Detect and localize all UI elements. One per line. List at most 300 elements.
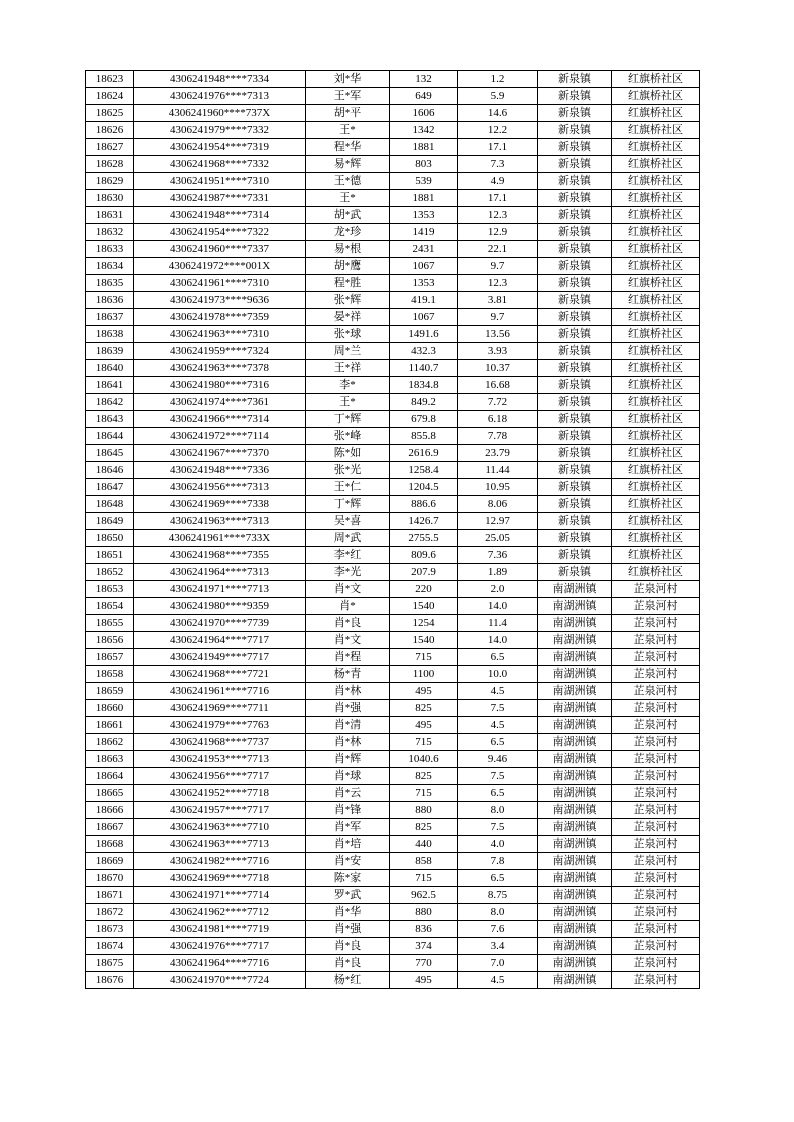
cell-town: 南湖洲镇	[538, 666, 612, 683]
cell-rate: 7.6	[458, 921, 538, 938]
cell-id-number: 4306241957****7717	[134, 802, 306, 819]
cell-id-number: 4306241954****7319	[134, 139, 306, 156]
cell-name: 丁*辉	[306, 411, 390, 428]
cell-rate: 4.5	[458, 683, 538, 700]
cell-town: 新泉镇	[538, 207, 612, 224]
cell-name: 肖*培	[306, 836, 390, 853]
subsidy-table-body	[86, 71, 700, 989]
cell-amount: 880	[390, 802, 458, 819]
cell-rate: 4.9	[458, 173, 538, 190]
cell-name: 吴*喜	[306, 513, 390, 530]
cell-village: 红旗桥社区	[612, 173, 700, 190]
cell-name: 晏*祥	[306, 309, 390, 326]
cell-amount: 770	[390, 955, 458, 972]
cell-town: 新泉镇	[538, 377, 612, 394]
table-row	[86, 547, 700, 564]
cell-town: 南湖洲镇	[538, 802, 612, 819]
cell-town: 新泉镇	[538, 190, 612, 207]
cell-index: 18659	[86, 683, 134, 700]
cell-id-number: 4306241964****7717	[134, 632, 306, 649]
cell-amount: 1067	[390, 258, 458, 275]
cell-amount: 1881	[390, 190, 458, 207]
cell-rate: 4.0	[458, 836, 538, 853]
cell-id-number: 4306241974****7361	[134, 394, 306, 411]
cell-index: 18630	[86, 190, 134, 207]
cell-index: 18665	[86, 785, 134, 802]
cell-town: 新泉镇	[538, 564, 612, 581]
cell-rate: 8.75	[458, 887, 538, 904]
cell-village: 红旗桥社区	[612, 224, 700, 241]
cell-rate: 12.2	[458, 122, 538, 139]
cell-index: 18670	[86, 870, 134, 887]
cell-town: 南湖洲镇	[538, 972, 612, 989]
table-row	[86, 360, 700, 377]
cell-town: 新泉镇	[538, 122, 612, 139]
cell-village: 芷泉河村	[612, 785, 700, 802]
table-row	[86, 972, 700, 989]
cell-index: 18623	[86, 71, 134, 88]
cell-village: 芷泉河村	[612, 802, 700, 819]
cell-amount: 679.8	[390, 411, 458, 428]
cell-name: 肖*辉	[306, 751, 390, 768]
cell-amount: 374	[390, 938, 458, 955]
cell-name: 李*	[306, 377, 390, 394]
table-row	[86, 190, 700, 207]
cell-amount: 880	[390, 904, 458, 921]
cell-name: 张*辉	[306, 292, 390, 309]
cell-village: 红旗桥社区	[612, 530, 700, 547]
cell-index: 18656	[86, 632, 134, 649]
cell-rate: 17.1	[458, 139, 538, 156]
cell-amount: 419.1	[390, 292, 458, 309]
cell-amount: 715	[390, 785, 458, 802]
cell-town: 南湖洲镇	[538, 581, 612, 598]
table-row	[86, 955, 700, 972]
cell-id-number: 4306241968****7332	[134, 156, 306, 173]
cell-id-number: 4306241961****7310	[134, 275, 306, 292]
cell-index: 18631	[86, 207, 134, 224]
table-row	[86, 564, 700, 581]
cell-rate: 12.97	[458, 513, 538, 530]
cell-town: 南湖洲镇	[538, 683, 612, 700]
table-row	[86, 88, 700, 105]
cell-amount: 132	[390, 71, 458, 88]
cell-town: 新泉镇	[538, 258, 612, 275]
table-row	[86, 445, 700, 462]
cell-index: 18649	[86, 513, 134, 530]
cell-village: 红旗桥社区	[612, 428, 700, 445]
cell-id-number: 4306241963****7313	[134, 513, 306, 530]
cell-id-number: 4306241969****7711	[134, 700, 306, 717]
cell-rate: 3.93	[458, 343, 538, 360]
cell-rate: 6.5	[458, 785, 538, 802]
cell-name: 陈*如	[306, 445, 390, 462]
cell-name: 王*仁	[306, 479, 390, 496]
cell-village: 芷泉河村	[612, 615, 700, 632]
cell-rate: 6.5	[458, 649, 538, 666]
cell-name: 王*祥	[306, 360, 390, 377]
cell-amount: 858	[390, 853, 458, 870]
cell-village: 芷泉河村	[612, 683, 700, 700]
cell-id-number: 4306241980****9359	[134, 598, 306, 615]
cell-id-number: 4306241972****7114	[134, 428, 306, 445]
cell-id-number: 4306241981****7719	[134, 921, 306, 938]
cell-village: 红旗桥社区	[612, 258, 700, 275]
cell-id-number: 4306241972****001X	[134, 258, 306, 275]
cell-rate: 12.9	[458, 224, 538, 241]
cell-village: 芷泉河村	[612, 955, 700, 972]
cell-town: 南湖洲镇	[538, 632, 612, 649]
cell-town: 南湖洲镇	[538, 615, 612, 632]
cell-village: 芷泉河村	[612, 581, 700, 598]
cell-village: 红旗桥社区	[612, 462, 700, 479]
cell-id-number: 4306241980****7316	[134, 377, 306, 394]
table-row	[86, 275, 700, 292]
cell-village: 芷泉河村	[612, 938, 700, 955]
cell-name: 易*辉	[306, 156, 390, 173]
cell-name: 肖*林	[306, 683, 390, 700]
subsidy-table	[85, 70, 700, 989]
cell-town: 新泉镇	[538, 105, 612, 122]
cell-index: 18629	[86, 173, 134, 190]
cell-id-number: 4306241973****9636	[134, 292, 306, 309]
cell-village: 芷泉河村	[612, 666, 700, 683]
cell-village: 红旗桥社区	[612, 377, 700, 394]
cell-rate: 13.56	[458, 326, 538, 343]
cell-village: 红旗桥社区	[612, 122, 700, 139]
cell-amount: 495	[390, 717, 458, 734]
cell-town: 南湖洲镇	[538, 700, 612, 717]
cell-index: 18651	[86, 547, 134, 564]
table-row	[86, 105, 700, 122]
table-row	[86, 462, 700, 479]
cell-rate: 14.0	[458, 598, 538, 615]
cell-village: 芷泉河村	[612, 717, 700, 734]
cell-village: 红旗桥社区	[612, 547, 700, 564]
cell-name: 王*军	[306, 88, 390, 105]
cell-index: 18643	[86, 411, 134, 428]
cell-amount: 1491.6	[390, 326, 458, 343]
cell-index: 18652	[86, 564, 134, 581]
table-row	[86, 938, 700, 955]
cell-rate: 7.5	[458, 700, 538, 717]
cell-index: 18624	[86, 88, 134, 105]
cell-id-number: 4306241968****7737	[134, 734, 306, 751]
cell-town: 新泉镇	[538, 156, 612, 173]
cell-village: 芷泉河村	[612, 632, 700, 649]
cell-id-number: 4306241960****7337	[134, 241, 306, 258]
cell-name: 肖*良	[306, 955, 390, 972]
cell-index: 18662	[86, 734, 134, 751]
cell-rate: 7.0	[458, 955, 538, 972]
cell-amount: 1353	[390, 207, 458, 224]
cell-name: 王*	[306, 122, 390, 139]
cell-amount: 649	[390, 88, 458, 105]
cell-village: 红旗桥社区	[612, 105, 700, 122]
table-row	[86, 139, 700, 156]
cell-id-number: 4306241961****7716	[134, 683, 306, 700]
cell-id-number: 4306241960****737X	[134, 105, 306, 122]
cell-town: 新泉镇	[538, 530, 612, 547]
cell-amount: 825	[390, 768, 458, 785]
cell-village: 红旗桥社区	[612, 156, 700, 173]
table-row	[86, 377, 700, 394]
cell-id-number: 4306241953****7713	[134, 751, 306, 768]
table-row	[86, 241, 700, 258]
cell-amount: 1606	[390, 105, 458, 122]
table-row	[86, 802, 700, 819]
cell-id-number: 4306241987****7331	[134, 190, 306, 207]
cell-town: 新泉镇	[538, 173, 612, 190]
table-row	[86, 666, 700, 683]
cell-index: 18640	[86, 360, 134, 377]
cell-village: 红旗桥社区	[612, 309, 700, 326]
cell-index: 18655	[86, 615, 134, 632]
cell-town: 南湖洲镇	[538, 598, 612, 615]
cell-index: 18628	[86, 156, 134, 173]
cell-rate: 3.81	[458, 292, 538, 309]
cell-rate: 8.06	[458, 496, 538, 513]
table-row	[86, 870, 700, 887]
cell-village: 红旗桥社区	[612, 207, 700, 224]
cell-rate: 10.0	[458, 666, 538, 683]
cell-rate: 5.9	[458, 88, 538, 105]
cell-amount: 1426.7	[390, 513, 458, 530]
cell-village: 红旗桥社区	[612, 292, 700, 309]
cell-name: 周*兰	[306, 343, 390, 360]
cell-town: 新泉镇	[538, 445, 612, 462]
cell-amount: 1254	[390, 615, 458, 632]
cell-name: 程*胜	[306, 275, 390, 292]
cell-amount: 495	[390, 683, 458, 700]
cell-name: 肖*文	[306, 632, 390, 649]
cell-village: 芷泉河村	[612, 921, 700, 938]
table-row	[86, 751, 700, 768]
cell-amount: 1834.8	[390, 377, 458, 394]
cell-id-number: 4306241962****7712	[134, 904, 306, 921]
cell-town: 南湖洲镇	[538, 836, 612, 853]
cell-amount: 1040.6	[390, 751, 458, 768]
cell-index: 18667	[86, 819, 134, 836]
cell-index: 18647	[86, 479, 134, 496]
cell-amount: 432.3	[390, 343, 458, 360]
cell-id-number: 4306241968****7721	[134, 666, 306, 683]
cell-amount: 1100	[390, 666, 458, 683]
cell-town: 南湖洲镇	[538, 955, 612, 972]
table-row	[86, 768, 700, 785]
cell-index: 18642	[86, 394, 134, 411]
cell-village: 红旗桥社区	[612, 343, 700, 360]
cell-index: 18664	[86, 768, 134, 785]
cell-rate: 12.3	[458, 207, 538, 224]
cell-town: 新泉镇	[538, 428, 612, 445]
cell-name: 肖*锋	[306, 802, 390, 819]
cell-village: 红旗桥社区	[612, 71, 700, 88]
table-row	[86, 530, 700, 547]
table-row	[86, 224, 700, 241]
cell-index: 18639	[86, 343, 134, 360]
cell-town: 新泉镇	[538, 496, 612, 513]
table-row	[86, 649, 700, 666]
table-row	[86, 683, 700, 700]
cell-index: 18654	[86, 598, 134, 615]
cell-index: 18671	[86, 887, 134, 904]
cell-town: 新泉镇	[538, 394, 612, 411]
cell-id-number: 4306241963****7378	[134, 360, 306, 377]
cell-index: 18633	[86, 241, 134, 258]
cell-rate: 3.4	[458, 938, 538, 955]
cell-id-number: 4306241976****7313	[134, 88, 306, 105]
cell-rate: 6.5	[458, 870, 538, 887]
cell-town: 南湖洲镇	[538, 819, 612, 836]
cell-village: 红旗桥社区	[612, 496, 700, 513]
cell-index: 18673	[86, 921, 134, 938]
cell-town: 新泉镇	[538, 411, 612, 428]
cell-amount: 440	[390, 836, 458, 853]
cell-rate: 7.5	[458, 819, 538, 836]
cell-village: 芷泉河村	[612, 836, 700, 853]
cell-town: 新泉镇	[538, 462, 612, 479]
cell-town: 新泉镇	[538, 275, 612, 292]
table-row	[86, 904, 700, 921]
table-row	[86, 411, 700, 428]
cell-amount: 2431	[390, 241, 458, 258]
cell-rate: 12.3	[458, 275, 538, 292]
cell-town: 南湖洲镇	[538, 717, 612, 734]
cell-rate: 10.95	[458, 479, 538, 496]
cell-index: 18669	[86, 853, 134, 870]
cell-index: 18625	[86, 105, 134, 122]
cell-index: 18660	[86, 700, 134, 717]
cell-amount: 1204.5	[390, 479, 458, 496]
table-row	[86, 122, 700, 139]
cell-name: 肖*华	[306, 904, 390, 921]
cell-amount: 495	[390, 972, 458, 989]
table-row	[86, 258, 700, 275]
cell-name: 肖*安	[306, 853, 390, 870]
cell-rate: 4.5	[458, 972, 538, 989]
cell-name: 王*	[306, 190, 390, 207]
cell-index: 18634	[86, 258, 134, 275]
table-row	[86, 632, 700, 649]
cell-village: 红旗桥社区	[612, 190, 700, 207]
cell-name: 肖*强	[306, 921, 390, 938]
table-row	[86, 309, 700, 326]
cell-amount: 220	[390, 581, 458, 598]
cell-rate: 9.7	[458, 309, 538, 326]
cell-rate: 7.8	[458, 853, 538, 870]
cell-rate: 9.7	[458, 258, 538, 275]
cell-index: 18668	[86, 836, 134, 853]
cell-amount: 825	[390, 700, 458, 717]
cell-name: 张*峰	[306, 428, 390, 445]
cell-town: 新泉镇	[538, 547, 612, 564]
table-row	[86, 173, 700, 190]
cell-name: 周*武	[306, 530, 390, 547]
cell-town: 新泉镇	[538, 224, 612, 241]
cell-id-number: 4306241964****7716	[134, 955, 306, 972]
cell-town: 新泉镇	[538, 71, 612, 88]
cell-town: 南湖洲镇	[538, 649, 612, 666]
cell-id-number: 4306241959****7324	[134, 343, 306, 360]
cell-index: 18675	[86, 955, 134, 972]
cell-village: 红旗桥社区	[612, 564, 700, 581]
cell-index: 18637	[86, 309, 134, 326]
cell-id-number: 4306241963****7710	[134, 819, 306, 836]
cell-index: 18663	[86, 751, 134, 768]
cell-village: 芷泉河村	[612, 700, 700, 717]
cell-name: 肖*林	[306, 734, 390, 751]
cell-rate: 16.68	[458, 377, 538, 394]
cell-index: 18638	[86, 326, 134, 343]
table-row	[86, 700, 700, 717]
table-row	[86, 581, 700, 598]
cell-amount: 715	[390, 649, 458, 666]
cell-rate: 17.1	[458, 190, 538, 207]
cell-name: 陈*家	[306, 870, 390, 887]
cell-village: 红旗桥社区	[612, 88, 700, 105]
cell-town: 新泉镇	[538, 343, 612, 360]
table-row	[86, 479, 700, 496]
cell-amount: 1881	[390, 139, 458, 156]
cell-index: 18658	[86, 666, 134, 683]
cell-village: 红旗桥社区	[612, 411, 700, 428]
cell-village: 芷泉河村	[612, 768, 700, 785]
cell-id-number: 4306241979****7332	[134, 122, 306, 139]
cell-id-number: 4306241979****7763	[134, 717, 306, 734]
cell-index: 18636	[86, 292, 134, 309]
cell-id-number: 4306241948****7314	[134, 207, 306, 224]
cell-village: 红旗桥社区	[612, 241, 700, 258]
cell-town: 新泉镇	[538, 479, 612, 496]
cell-rate: 6.5	[458, 734, 538, 751]
cell-name: 胡*武	[306, 207, 390, 224]
table-row	[86, 734, 700, 751]
cell-id-number: 4306241948****7334	[134, 71, 306, 88]
cell-index: 18674	[86, 938, 134, 955]
table-row	[86, 513, 700, 530]
cell-rate: 8.0	[458, 904, 538, 921]
cell-index: 18644	[86, 428, 134, 445]
cell-name: 肖*强	[306, 700, 390, 717]
cell-rate: 7.3	[458, 156, 538, 173]
cell-index: 18646	[86, 462, 134, 479]
cell-town: 新泉镇	[538, 513, 612, 530]
cell-index: 18626	[86, 122, 134, 139]
table-row	[86, 326, 700, 343]
cell-index: 18661	[86, 717, 134, 734]
cell-id-number: 4306241954****7322	[134, 224, 306, 241]
cell-index: 18648	[86, 496, 134, 513]
cell-id-number: 4306241956****7717	[134, 768, 306, 785]
cell-amount: 1540	[390, 632, 458, 649]
cell-town: 南湖洲镇	[538, 887, 612, 904]
cell-name: 肖*文	[306, 581, 390, 598]
cell-amount: 849.2	[390, 394, 458, 411]
table-row	[86, 156, 700, 173]
cell-village: 红旗桥社区	[612, 275, 700, 292]
cell-village: 芷泉河村	[612, 649, 700, 666]
cell-town: 新泉镇	[538, 139, 612, 156]
cell-id-number: 4306241969****7718	[134, 870, 306, 887]
cell-name: 杨*青	[306, 666, 390, 683]
cell-amount: 1419	[390, 224, 458, 241]
cell-village: 红旗桥社区	[612, 139, 700, 156]
cell-id-number: 4306241961****733X	[134, 530, 306, 547]
cell-rate: 23.79	[458, 445, 538, 462]
cell-village: 芷泉河村	[612, 751, 700, 768]
cell-index: 18641	[86, 377, 134, 394]
